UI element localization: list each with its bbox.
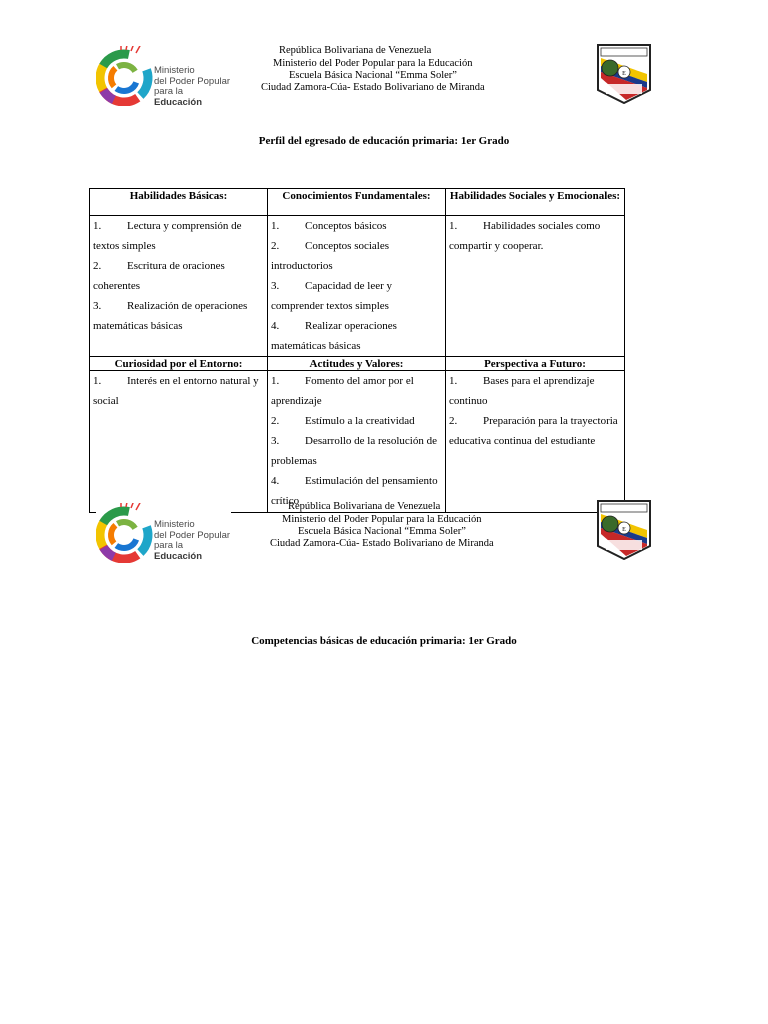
logo-line-1: Ministerio	[154, 65, 195, 76]
list-item	[449, 411, 621, 451]
item-number: 4.	[271, 320, 280, 332]
list-item	[449, 216, 621, 256]
item-text: Fomento del amor por el aprendizaje	[271, 375, 414, 407]
item-number: 3.	[271, 435, 280, 447]
item-number: 1.	[449, 220, 458, 232]
list-item	[271, 216, 442, 236]
ministry-logo-icon	[96, 503, 156, 563]
header-habilidades-sociales: Habilidades Sociales y Emocionales:	[446, 189, 625, 216]
table-header-row-2	[90, 357, 625, 371]
table-header-row-1	[90, 189, 625, 216]
header-curiosidad: Curiosidad por el Entorno:	[90, 357, 268, 371]
list-item	[271, 431, 442, 471]
item-text: Interés en el entorno natural y social	[93, 375, 259, 407]
list-item	[271, 276, 442, 316]
ministry-logo	[96, 46, 231, 106]
school-crest	[596, 44, 652, 104]
ministry-logo-2	[96, 503, 231, 563]
cell-habilidades-sociales	[446, 216, 625, 357]
item-text: Capacidad de leer y comprender textos simples	[271, 280, 393, 312]
list-item	[449, 371, 621, 411]
item-number: 3.	[271, 280, 280, 292]
item-text: Habilidades sociales como compartir y cooperar.	[449, 220, 601, 252]
profile-title: Perfil del egresado de educación primaria: 1er Grado	[258, 135, 510, 147]
list-item	[271, 411, 442, 431]
header-perspectiva: Perspectiva a Futuro:	[446, 357, 625, 371]
list-item	[93, 216, 264, 256]
table-row-1	[90, 216, 625, 357]
header-line-1: República Bolivariana de Venezuela	[279, 45, 432, 56]
item-number: 1.	[449, 375, 458, 387]
logo-line-3-prefix: para la	[154, 540, 184, 551]
header-line-3: Escuela Básica Nacional “Emma Soler”	[289, 70, 457, 81]
item-number: 2.	[271, 415, 280, 427]
item-text: Estímulo a la creatividad	[305, 415, 415, 427]
item-number: 4.	[271, 475, 280, 487]
item-number: 1.	[271, 220, 280, 232]
logo-line-3-prefix: para la	[154, 86, 184, 97]
logo-line-3-bold: Educación	[154, 96, 203, 108]
logo-line-3	[154, 87, 231, 108]
item-text: Bases para el aprendizaje continuo	[449, 375, 595, 407]
competencies-title: Competencias básicas de educación primaria: 1er Grado	[251, 635, 517, 647]
item-number: 2.	[449, 415, 458, 427]
header2-line-3: Escuela Básica Nacional “Emma Soler”	[298, 526, 466, 537]
item-number: 1.	[93, 220, 102, 232]
list-item	[271, 371, 442, 411]
header-habilidades-basicas: Habilidades Básicas:	[90, 189, 268, 216]
header-line-2: Ministerio del Poder Popular para la Educación	[273, 58, 473, 69]
item-number: 1.	[271, 375, 280, 387]
header2-line-2: Ministerio del Poder Popular para la Educación	[282, 514, 482, 525]
item-number: 3.	[93, 300, 102, 312]
item-text: Estimulación del pensamiento crítico	[271, 475, 438, 507]
ministry-logo-icon	[96, 46, 156, 106]
header2-line-1: República Bolivariana de Venezuela	[288, 501, 441, 512]
logo-line-1: Ministerio	[154, 519, 195, 530]
header2-line-4: Ciudad Zamora-Cúa- Estado Bolivariano de Miranda	[270, 538, 494, 549]
svg-text:E: E	[622, 527, 626, 533]
school-crest-icon	[596, 500, 652, 560]
cell-habilidades-basicas	[90, 216, 268, 357]
header-actitudes: Actitudes y Valores:	[268, 357, 446, 371]
list-item	[93, 371, 264, 411]
item-text: Desarrollo de la resolución de problemas	[271, 435, 437, 467]
list-item	[271, 236, 442, 276]
item-text: Conceptos sociales introductorios	[271, 240, 390, 272]
logo-line-2: del Poder Popular	[154, 529, 231, 541]
item-text: Preparación para la trayectoria educativa continua del estudiante	[449, 415, 618, 447]
list-item	[93, 296, 264, 336]
header-line-4: Ciudad Zamora-Cúa- Estado Bolivariano de Miranda	[261, 82, 485, 93]
header-conocimientos: Conocimientos Fundamentales:	[268, 189, 446, 216]
cell-perspectiva	[446, 371, 625, 513]
svg-text:E: E	[622, 71, 626, 77]
item-number: 2.	[271, 240, 280, 252]
school-crest-icon	[596, 44, 652, 104]
item-text: Escritura de oraciones coherentes	[93, 260, 225, 292]
profile-table	[89, 188, 625, 513]
item-text: Realizar operaciones matemáticas básicas	[271, 320, 397, 352]
item-text: Realización de operaciones matemáticas básicas	[93, 300, 248, 332]
logo-line-3	[154, 541, 231, 562]
table-row-2	[90, 371, 625, 513]
logo-line-2: del Poder Popular	[154, 75, 231, 87]
school-crest-2	[596, 500, 652, 560]
item-number: 1.	[93, 375, 102, 387]
logo-line-3-bold: Educación	[154, 550, 203, 562]
item-text: Lectura y comprensión de textos simples	[93, 220, 242, 252]
cell-conocimientos	[268, 216, 446, 357]
item-text: Conceptos básicos	[305, 220, 387, 232]
list-item	[271, 316, 442, 356]
item-number: 2.	[93, 260, 102, 272]
cell-actitudes	[268, 371, 446, 513]
cell-curiosidad	[90, 371, 268, 513]
list-item	[93, 256, 264, 296]
